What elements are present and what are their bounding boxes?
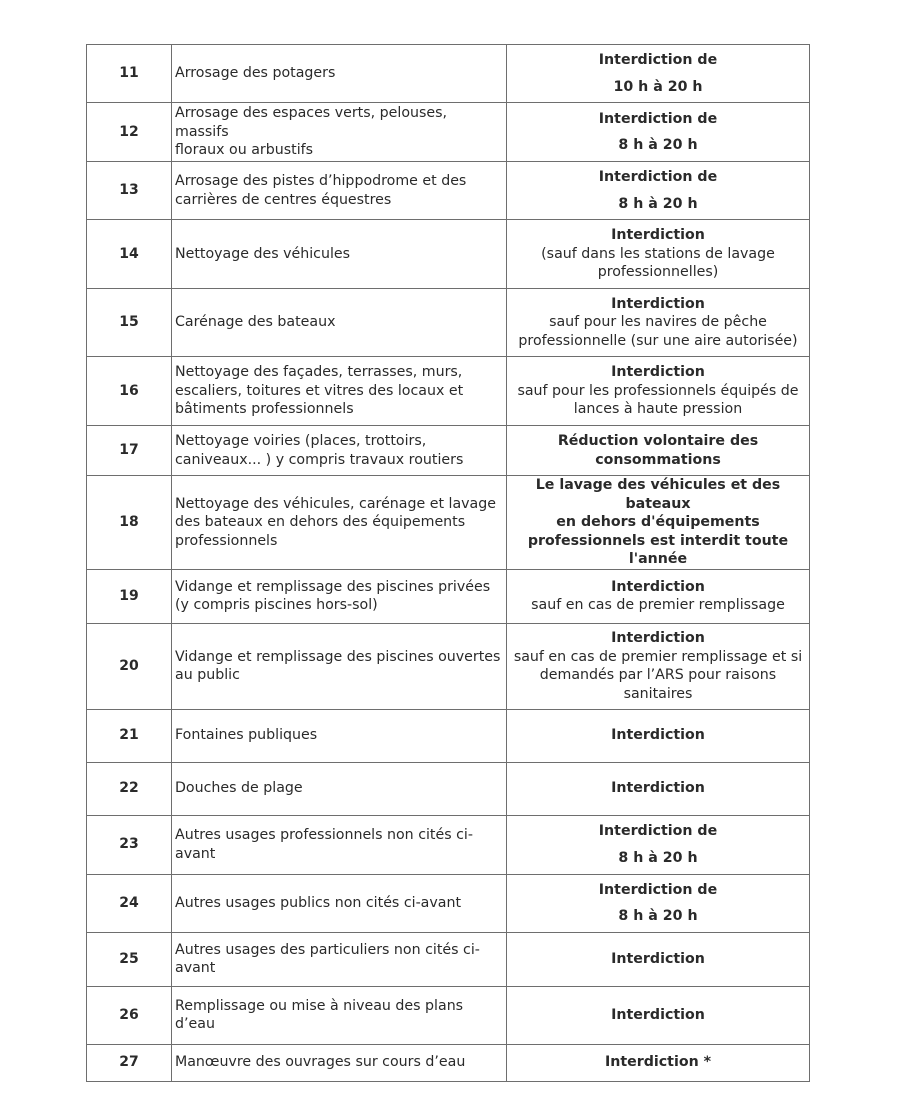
rule-heading: Interdiction [611, 295, 705, 312]
table-row [87, 623, 810, 709]
table-row [87, 162, 810, 220]
usage-cell [172, 289, 507, 357]
usage-cell [172, 762, 507, 815]
row-number: 27 [87, 1044, 172, 1081]
rule-detail: sauf pour les professionnels équipés de [517, 382, 799, 399]
rule-detail: (sauf dans les stations de lavage [541, 245, 775, 262]
rule-heading: 8 h à 20 h [618, 137, 698, 153]
table-row [87, 45, 810, 103]
usage-cell [172, 162, 507, 220]
line-gap [509, 899, 807, 907]
rule-heading: Interdiction [611, 727, 705, 744]
usage-text: avant [175, 960, 216, 976]
rule-heading: professionnels est interdit toute l'année [527, 532, 789, 567]
usage-text: Vidange et remplissage des piscines privées [175, 578, 491, 595]
usage-text: Autres usages publics non cités ci-avant [175, 894, 462, 911]
usage-cell [172, 1044, 507, 1081]
rule-heading: Interdiction [611, 1006, 705, 1023]
rule-cell [507, 815, 810, 874]
row-number: 21 [87, 709, 172, 762]
usage-text: Remplissage ou mise à niveau des plans d’eau [175, 997, 464, 1032]
rule-heading: Interdiction [611, 950, 705, 967]
usage-text: (y compris piscines hors-sol) [175, 597, 378, 613]
usage-text: floraux ou arbustifs [175, 142, 314, 159]
row-number: 26 [87, 986, 172, 1044]
table-row [87, 357, 810, 426]
table-row [87, 932, 810, 986]
usage-cell [172, 709, 507, 762]
usage-text: au public [175, 667, 240, 683]
rule-cell [507, 874, 810, 932]
table-row [87, 815, 810, 874]
rule-cell [507, 986, 810, 1044]
usage-text: Autres usages professionnels non cités ci- [175, 827, 473, 843]
row-number: 20 [87, 623, 172, 709]
table-body [87, 45, 810, 1082]
row-number: 25 [87, 932, 172, 986]
usage-cell [172, 103, 507, 162]
rule-heading: Interdiction * [604, 1054, 712, 1071]
usage-text: Carénage des bateaux [175, 314, 336, 331]
rule-heading: Interdiction de [598, 110, 718, 127]
table-row [87, 220, 810, 289]
rule-cell [507, 162, 810, 220]
rule-cell [507, 45, 810, 103]
usage-text: Fontaines publiques [175, 727, 318, 744]
rule-heading: Interdiction [611, 227, 705, 244]
table-row [87, 426, 810, 476]
row-number: 16 [87, 357, 172, 426]
rule-cell [507, 289, 810, 357]
rule-detail: sauf en cas de premier remplissage et si [513, 648, 803, 665]
rule-cell [507, 932, 810, 986]
row-number: 17 [87, 426, 172, 476]
usage-cell [172, 874, 507, 932]
usage-cell [172, 569, 507, 623]
rule-detail: professionnelle (sur une aire autorisée) [518, 332, 798, 349]
table-row [87, 1044, 810, 1081]
usage-cell [172, 45, 507, 103]
rule-heading: Interdiction de [598, 52, 718, 68]
rule-cell [507, 623, 810, 709]
row-number: 23 [87, 815, 172, 874]
row-number: 11 [87, 45, 172, 103]
rule-heading: Interdiction [611, 630, 705, 646]
usage-cell [172, 623, 507, 709]
usage-cell [172, 986, 507, 1044]
rule-heading: Interdiction [611, 780, 705, 797]
rule-heading: Interdiction de [598, 169, 718, 185]
usage-cell [172, 220, 507, 289]
rule-heading: Interdiction de [598, 881, 718, 898]
rule-detail: demandés par l’ARS pour raisons [539, 667, 777, 683]
row-number: 19 [87, 569, 172, 623]
row-number: 15 [87, 289, 172, 357]
usage-text: Arrosage des pistes d’hippodrome et des [175, 173, 467, 189]
restrictions-table [86, 44, 810, 1082]
table-row [87, 476, 810, 570]
rule-heading: Interdiction [611, 364, 705, 381]
usage-text: Nettoyage voiries (places, trottoirs, [175, 433, 427, 449]
rule-cell [507, 762, 810, 815]
line-gap [509, 128, 807, 136]
usage-text: Autres usages des particuliers non cités ci- [175, 941, 480, 958]
table-row [87, 289, 810, 357]
table-row [87, 709, 810, 762]
usage-text: Manœuvre des ouvrages sur cours d’eau [175, 1054, 466, 1071]
usage-cell [172, 426, 507, 476]
table-row [87, 986, 810, 1044]
usage-text: Nettoyage des véhicules [175, 245, 351, 262]
usage-text: Nettoyage des véhicules, carénage et lavage [175, 495, 496, 512]
usage-text: Douches de plage [175, 780, 303, 797]
rule-detail: lances à haute pression [573, 401, 743, 418]
row-number: 13 [87, 162, 172, 220]
row-number: 14 [87, 220, 172, 289]
rule-cell [507, 357, 810, 426]
rule-detail: professionnelles) [597, 264, 719, 281]
row-number: 22 [87, 762, 172, 815]
rule-heading: 10 h à 20 h [613, 78, 703, 95]
table-row [87, 874, 810, 932]
rule-heading: consommations [595, 451, 721, 468]
line-gap [509, 70, 807, 78]
rule-cell [507, 220, 810, 289]
usage-text: des bateaux en dehors des équipements [175, 514, 466, 530]
usage-text: Arrosage des espaces verts, pelouses, massifs [175, 105, 448, 140]
usage-cell [172, 476, 507, 570]
rule-heading: Le lavage des véhicules et des bateaux [535, 477, 781, 512]
rule-heading: Interdiction [611, 578, 705, 595]
usage-cell [172, 932, 507, 986]
usage-text: avant [175, 845, 216, 862]
rule-cell [507, 709, 810, 762]
rule-detail: sauf pour les navires de pêche [549, 314, 767, 331]
rule-cell [507, 569, 810, 623]
rule-heading: en dehors d'équipements [556, 514, 760, 530]
usage-text: Vidange et remplissage des piscines ouvertes [175, 648, 501, 665]
usage-text: escaliers, toitures et vitres des locaux et [175, 382, 464, 399]
usage-text: professionnels [175, 532, 278, 549]
table-row [87, 762, 810, 815]
usage-text: bâtiments professionnels [175, 401, 354, 418]
rule-detail: sanitaires [623, 685, 693, 702]
line-gap [509, 187, 807, 195]
rule-cell [507, 103, 810, 162]
table-row [87, 103, 810, 162]
rule-heading: 8 h à 20 h [618, 908, 698, 924]
row-number: 12 [87, 103, 172, 162]
rule-detail: sauf en cas de premier remplissage [531, 597, 785, 613]
table-row [87, 569, 810, 623]
usage-cell [172, 357, 507, 426]
rule-heading: 8 h à 20 h [618, 195, 698, 212]
usage-text: Nettoyage des façades, terrasses, murs, [175, 364, 463, 381]
row-number: 24 [87, 874, 172, 932]
line-gap [509, 841, 807, 849]
row-number: 18 [87, 476, 172, 570]
usage-text: Arrosage des potagers [175, 65, 336, 82]
rule-cell [507, 476, 810, 570]
rule-cell [507, 426, 810, 476]
rule-heading: 8 h à 20 h [618, 849, 698, 866]
rule-heading: Interdiction de [598, 823, 718, 839]
usage-text: caniveaux... ) y compris travaux routiers [175, 451, 464, 468]
usage-cell [172, 815, 507, 874]
usage-text: carrières de centres équestres [175, 191, 392, 208]
rule-heading: Réduction volontaire des [557, 433, 759, 449]
rule-cell [507, 1044, 810, 1081]
